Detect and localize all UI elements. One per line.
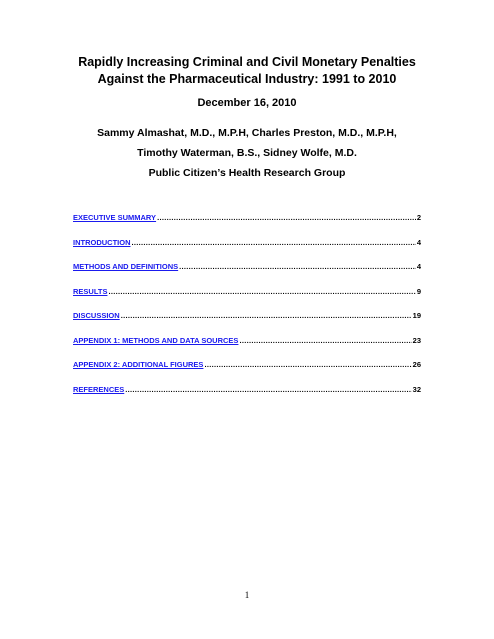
document-date: December 16, 2010 bbox=[197, 97, 297, 109]
toc-page-number: 19 bbox=[412, 311, 421, 320]
authors-line-2: Timothy Waterman, B.S., Sidney Wolfe, M.D. bbox=[137, 147, 357, 159]
toc-link-references[interactable]: REFERENCES bbox=[73, 384, 125, 394]
toc-entry-appendix-2 bbox=[73, 360, 421, 385]
toc-link-introduction[interactable]: INTRODUCTION bbox=[73, 237, 131, 247]
toc-link-methods-and-definitions[interactable]: METHODS AND DEFINITIONS bbox=[73, 262, 179, 271]
toc-entry-appendix-1 bbox=[73, 336, 421, 361]
title-line-2: Against the Pharmaceutical Industry: 1991 to 2010 bbox=[97, 72, 397, 86]
toc-entry-introduction bbox=[73, 238, 421, 263]
toc-dot-leader bbox=[132, 238, 416, 248]
document-title bbox=[0, 54, 494, 88]
organization-line: Public Citizen’s Health Research Group bbox=[148, 167, 346, 179]
toc-entry-methods-and-definitions bbox=[73, 262, 421, 287]
toc-page-number: 4 bbox=[416, 237, 421, 247]
toc-dot-leader bbox=[108, 287, 415, 297]
toc-page-number: 23 bbox=[412, 335, 421, 345]
toc-page-number: 32 bbox=[412, 384, 421, 394]
table-of-contents bbox=[73, 213, 421, 409]
author-block bbox=[0, 126, 494, 186]
toc-entry-executive-summary bbox=[73, 213, 421, 238]
toc-entry-discussion bbox=[73, 311, 421, 336]
toc-entry-references bbox=[73, 385, 421, 410]
toc-page-number: 9 bbox=[416, 286, 421, 296]
toc-page-number: 26 bbox=[412, 360, 421, 369]
toc-link-results[interactable]: RESULTS bbox=[73, 286, 108, 296]
toc-dot-leader bbox=[121, 311, 412, 321]
toc-link-executive-summary[interactable]: EXECUTIVE SUMMARY bbox=[73, 213, 157, 222]
toc-link-discussion[interactable]: DISCUSSION bbox=[73, 311, 120, 320]
toc-dot-leader bbox=[125, 385, 411, 395]
toc-page-number: 2 bbox=[416, 213, 421, 222]
toc-dot-leader bbox=[204, 360, 411, 370]
toc-link-appendix-2[interactable]: APPENDIX 2: ADDITIONAL FIGURES bbox=[73, 360, 204, 369]
title-line-1: Rapidly Increasing Criminal and Civil Monetary Penalties bbox=[78, 55, 416, 69]
toc-dot-leader bbox=[157, 213, 416, 223]
toc-dot-leader bbox=[179, 262, 416, 272]
toc-page-number: 4 bbox=[416, 262, 421, 271]
page-number: 1 bbox=[244, 590, 250, 600]
toc-link-appendix-1[interactable]: APPENDIX 1: METHODS AND DATA SOURCES bbox=[73, 335, 239, 345]
toc-dot-leader bbox=[239, 336, 411, 346]
toc-entry-results bbox=[73, 287, 421, 312]
authors-line-1: Sammy Almashat, M.D., M.P.H, Charles Preston, M.D., M.P.H, bbox=[97, 127, 397, 139]
